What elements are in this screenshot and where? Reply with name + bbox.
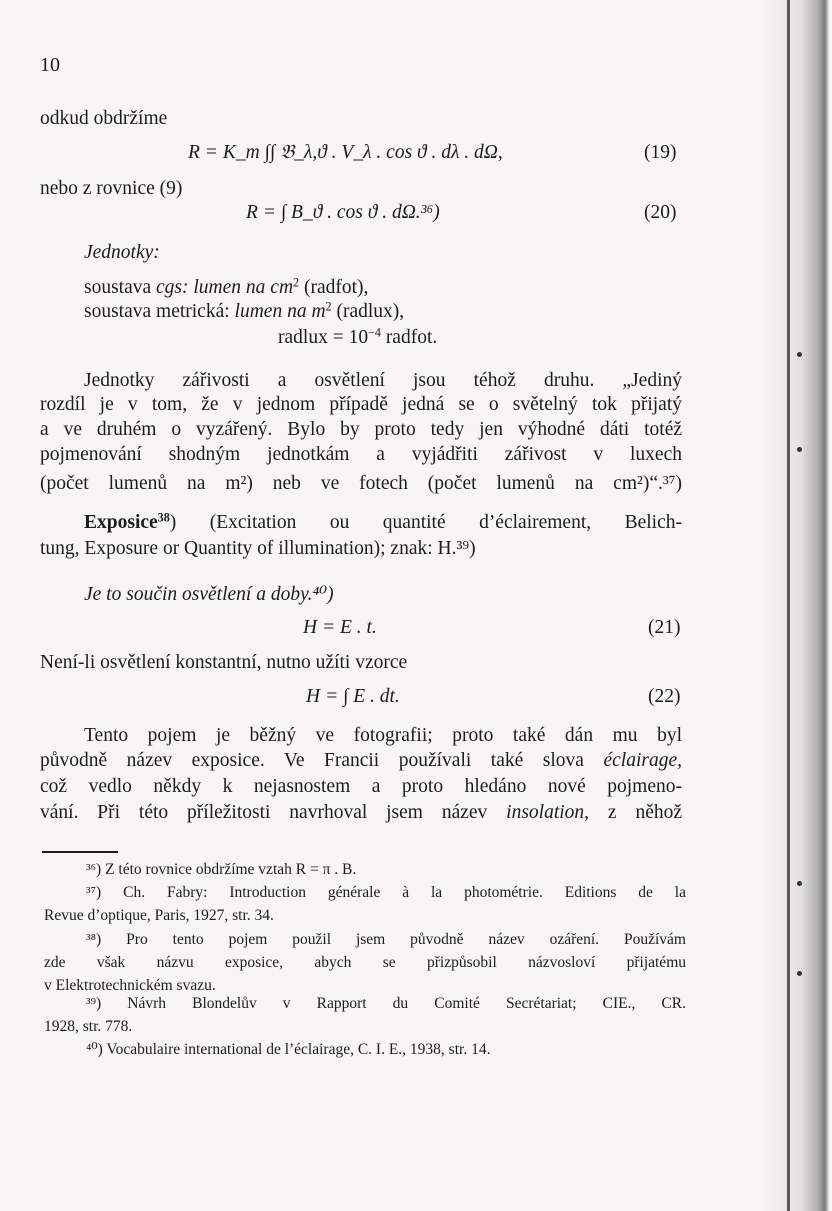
equation-number-21: (21) bbox=[648, 617, 681, 638]
paragraph-1-line-4: pojmenování shodným jednotkám a vyjádřiti zářivost v luxech bbox=[40, 444, 682, 465]
paragraph-2-line-1: Tento pojem je běžný ve fotografii; proto také dán mu byl bbox=[84, 725, 682, 746]
footnote-40: ⁴⁰) Vocabulaire international de l’éclairage, C. I. E., 1938, str. 14. bbox=[86, 1041, 491, 1058]
paragraph-2-line-4-text: vání. Při této příležitosti navrhoval jsem název bbox=[40, 802, 507, 823]
unit-cgs-label: soustava bbox=[84, 277, 152, 298]
unit-metric: soustava metrická: lumen na $m^2$ (radlux), bbox=[84, 299, 405, 322]
page-number: 10 bbox=[40, 54, 60, 76]
paragraph-2-line-4 bbox=[40, 801, 682, 825]
scan-speck bbox=[797, 352, 802, 357]
radlux-exponent: −4 bbox=[368, 325, 381, 340]
unit-metric-label: soustava metrická: bbox=[84, 301, 230, 322]
equation-22: H = ∫ E . dt. bbox=[306, 686, 400, 707]
unit-cgs-name: cgs: lumen na cm bbox=[156, 277, 294, 298]
footnote-separator bbox=[42, 851, 118, 853]
radlux-unit: radfot. bbox=[380, 327, 438, 348]
equation-number-19: (19) bbox=[644, 142, 677, 163]
footnote-38-line-1: ³⁸) Pro tento pojem použil jsem původně název ozáření. Používám bbox=[86, 931, 686, 948]
footnote-36: ³⁶) Z této rovnice obdržíme vztah R = π . B. bbox=[86, 861, 357, 878]
footnote-39-line-2: 1928, str. 778. bbox=[44, 1018, 133, 1035]
exposice-line-1 bbox=[84, 511, 682, 535]
scan-speck bbox=[797, 881, 802, 886]
term-insolation: insolation, bbox=[506, 802, 590, 823]
or-text: nebo z rovnice (9) bbox=[40, 178, 183, 199]
paragraph-2-line-2 bbox=[40, 749, 682, 773]
equation-21: H = E . t. bbox=[303, 617, 377, 638]
footnote-38-line-3: v Elektrotechnickém svazu. bbox=[44, 977, 216, 994]
term-eclairage: éclairage, bbox=[603, 750, 682, 771]
unit-metric-name: lumen na m bbox=[234, 301, 326, 322]
paragraph-2-line-3: což vedlo někdy k nejasnostem a proto hledáno nové pojmeno- bbox=[40, 776, 682, 797]
equation-20: R = ∫ B_ϑ . cos ϑ . dΩ.³⁶) bbox=[246, 202, 440, 223]
unit-metric-rest: (radlux), bbox=[331, 301, 405, 322]
paragraph-1-line-5: (počet lumenů na m²) neb ve fotech (počet lumenů na cm²)“.³⁷) bbox=[40, 473, 682, 494]
paragraph-1-line-2: rozdíl je v tom, že v jednom případě jedná se o světelný tok přijatý bbox=[40, 394, 682, 415]
page-edge-shadow bbox=[762, 0, 832, 1211]
exposice-line-1-rest: ) (Excitation ou quantité d’éclairement, Belich- bbox=[169, 512, 682, 533]
equation-number-20: (20) bbox=[644, 202, 677, 223]
exposice-line-2: tung, Exposure or Quantity of illumination); znak: H.³⁹) bbox=[40, 538, 476, 559]
scan-speck bbox=[797, 447, 802, 452]
equation-number-22: (22) bbox=[648, 686, 681, 707]
exposure-definition: Je to součin osvětlení a doby.⁴⁰) bbox=[84, 584, 334, 605]
footnote-38-line-2: zde však názvu exposice, abych se přizpůsobil názvosloví přijatému bbox=[44, 954, 686, 971]
units-heading: Jednotky: bbox=[84, 242, 160, 263]
unit-cgs: soustava cgs: lumen na $cm^2$ (radfot), bbox=[84, 275, 369, 298]
binding-edge bbox=[787, 0, 790, 1211]
paragraph-2-line-2-text: původně název exposice. Ve Francii používali také slova bbox=[40, 750, 604, 771]
equation-19: R = K_m ∫∫ 𝔅_λ,ϑ . V_λ . cos ϑ . dλ . dΩ, bbox=[188, 142, 503, 163]
scan-speck bbox=[797, 971, 802, 976]
nonconstant-text: Není-li osvětlení konstantní, nutno užíti vzorce bbox=[40, 652, 408, 673]
exposice-footnote-ref: 38 bbox=[157, 510, 170, 525]
radlux-definition bbox=[278, 326, 437, 350]
footnote-37-line-1: ³⁷) Ch. Fabry: Introduction générale à la photométrie. Editions de la bbox=[86, 884, 686, 901]
unit-cgs-rest: (radfot), bbox=[299, 277, 369, 298]
footnote-37-line-2: Revue d’optique, Paris, 1927, str. 34. bbox=[44, 907, 274, 924]
paragraph-1-line-3: a ve druhém o vyzářený. Bylo by proto tedy jen výhodné dáti totéž bbox=[40, 419, 682, 440]
paragraph-1-line-1: Jednotky zářivosti a osvětlení jsou téhož druhu. „Jediný bbox=[84, 370, 682, 391]
paragraph-2-line-4-end: z něhož bbox=[589, 802, 683, 823]
intro-text: odkud obdržíme bbox=[40, 108, 168, 129]
radlux-base: radlux = 10 bbox=[278, 327, 369, 348]
exposice-term: Exposice bbox=[84, 512, 158, 533]
footnote-39-line-1: ³⁹) Návrh Blondelův v Rapport du Comité Secrétariat; CIE., CR. bbox=[86, 995, 686, 1012]
